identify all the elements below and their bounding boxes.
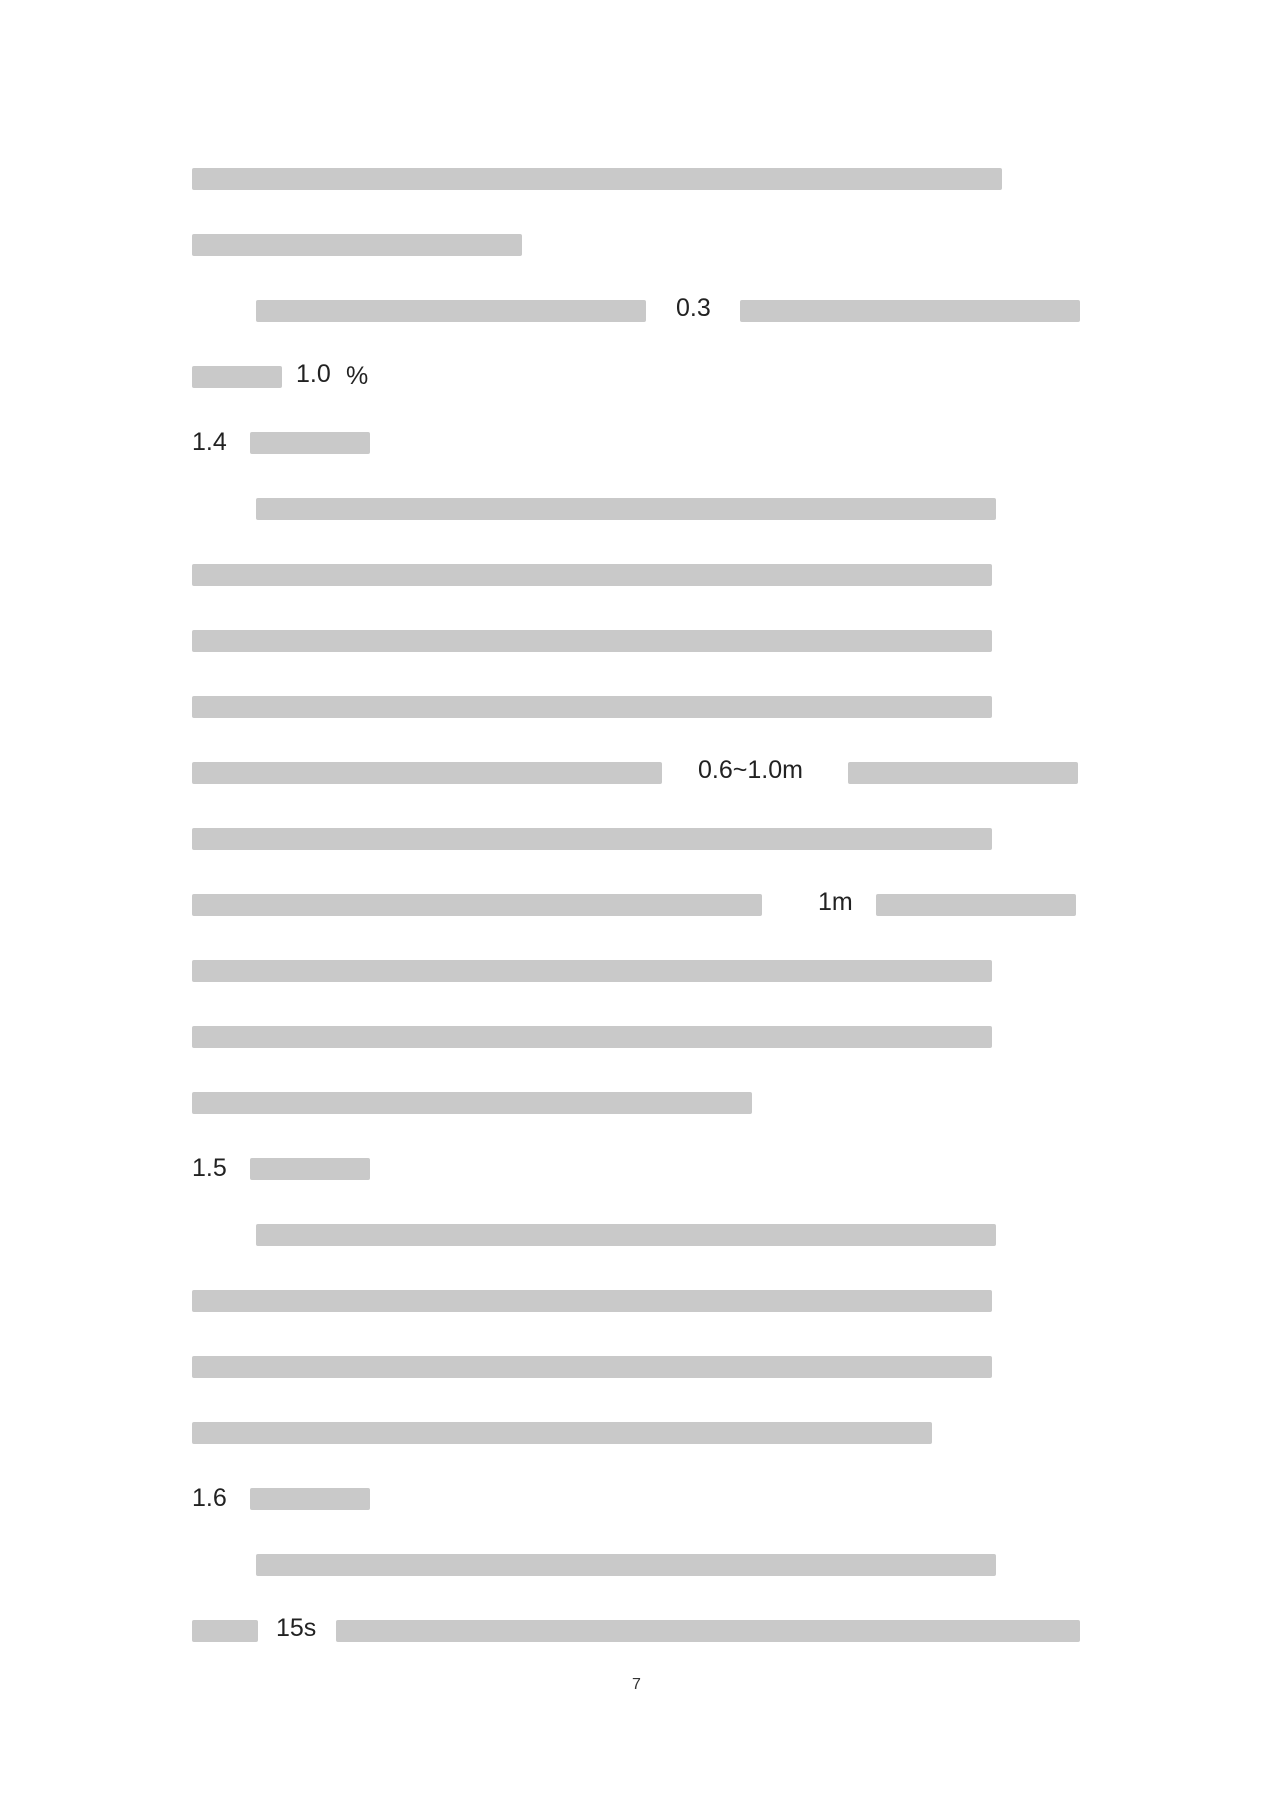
text-line <box>192 960 992 982</box>
text-line <box>192 564 992 586</box>
text-line <box>192 696 992 718</box>
text-line <box>848 762 1078 784</box>
text-line <box>192 168 1002 190</box>
lift-range-value: 0.6~1.0m <box>698 756 803 784</box>
section-number: 1.5 <box>192 1154 227 1182</box>
text-line <box>250 432 370 454</box>
section-number: 1.6 <box>192 1484 227 1512</box>
text-line <box>336 1620 1080 1642</box>
section-number: 1.4 <box>192 428 227 456</box>
text-line <box>192 1422 932 1444</box>
text-line <box>250 1488 370 1510</box>
text-line <box>250 1158 370 1180</box>
text-line <box>256 1554 996 1576</box>
text-line <box>192 1356 992 1378</box>
text-line <box>876 894 1076 916</box>
offset-ratio-value: 0.3 <box>676 294 711 322</box>
text-line <box>192 1092 752 1114</box>
text-line <box>256 1224 996 1246</box>
text-line <box>256 498 996 520</box>
text-line <box>192 234 522 256</box>
text-line <box>192 366 282 388</box>
hold-time-value: 15s <box>276 1614 317 1642</box>
text-line <box>192 630 992 652</box>
text-line <box>192 894 762 916</box>
text-line <box>192 1620 258 1642</box>
text-line <box>740 300 1080 322</box>
text-line <box>192 762 662 784</box>
text-line <box>192 1290 992 1312</box>
verticality-unit: % <box>346 362 369 390</box>
text-line <box>192 1026 992 1048</box>
text-line <box>192 828 992 850</box>
layer-thickness-value: 1m <box>818 888 853 916</box>
text-line <box>256 300 646 322</box>
verticality-value: 1.0 <box>296 360 331 388</box>
page-number: 7 <box>632 1676 641 1693</box>
